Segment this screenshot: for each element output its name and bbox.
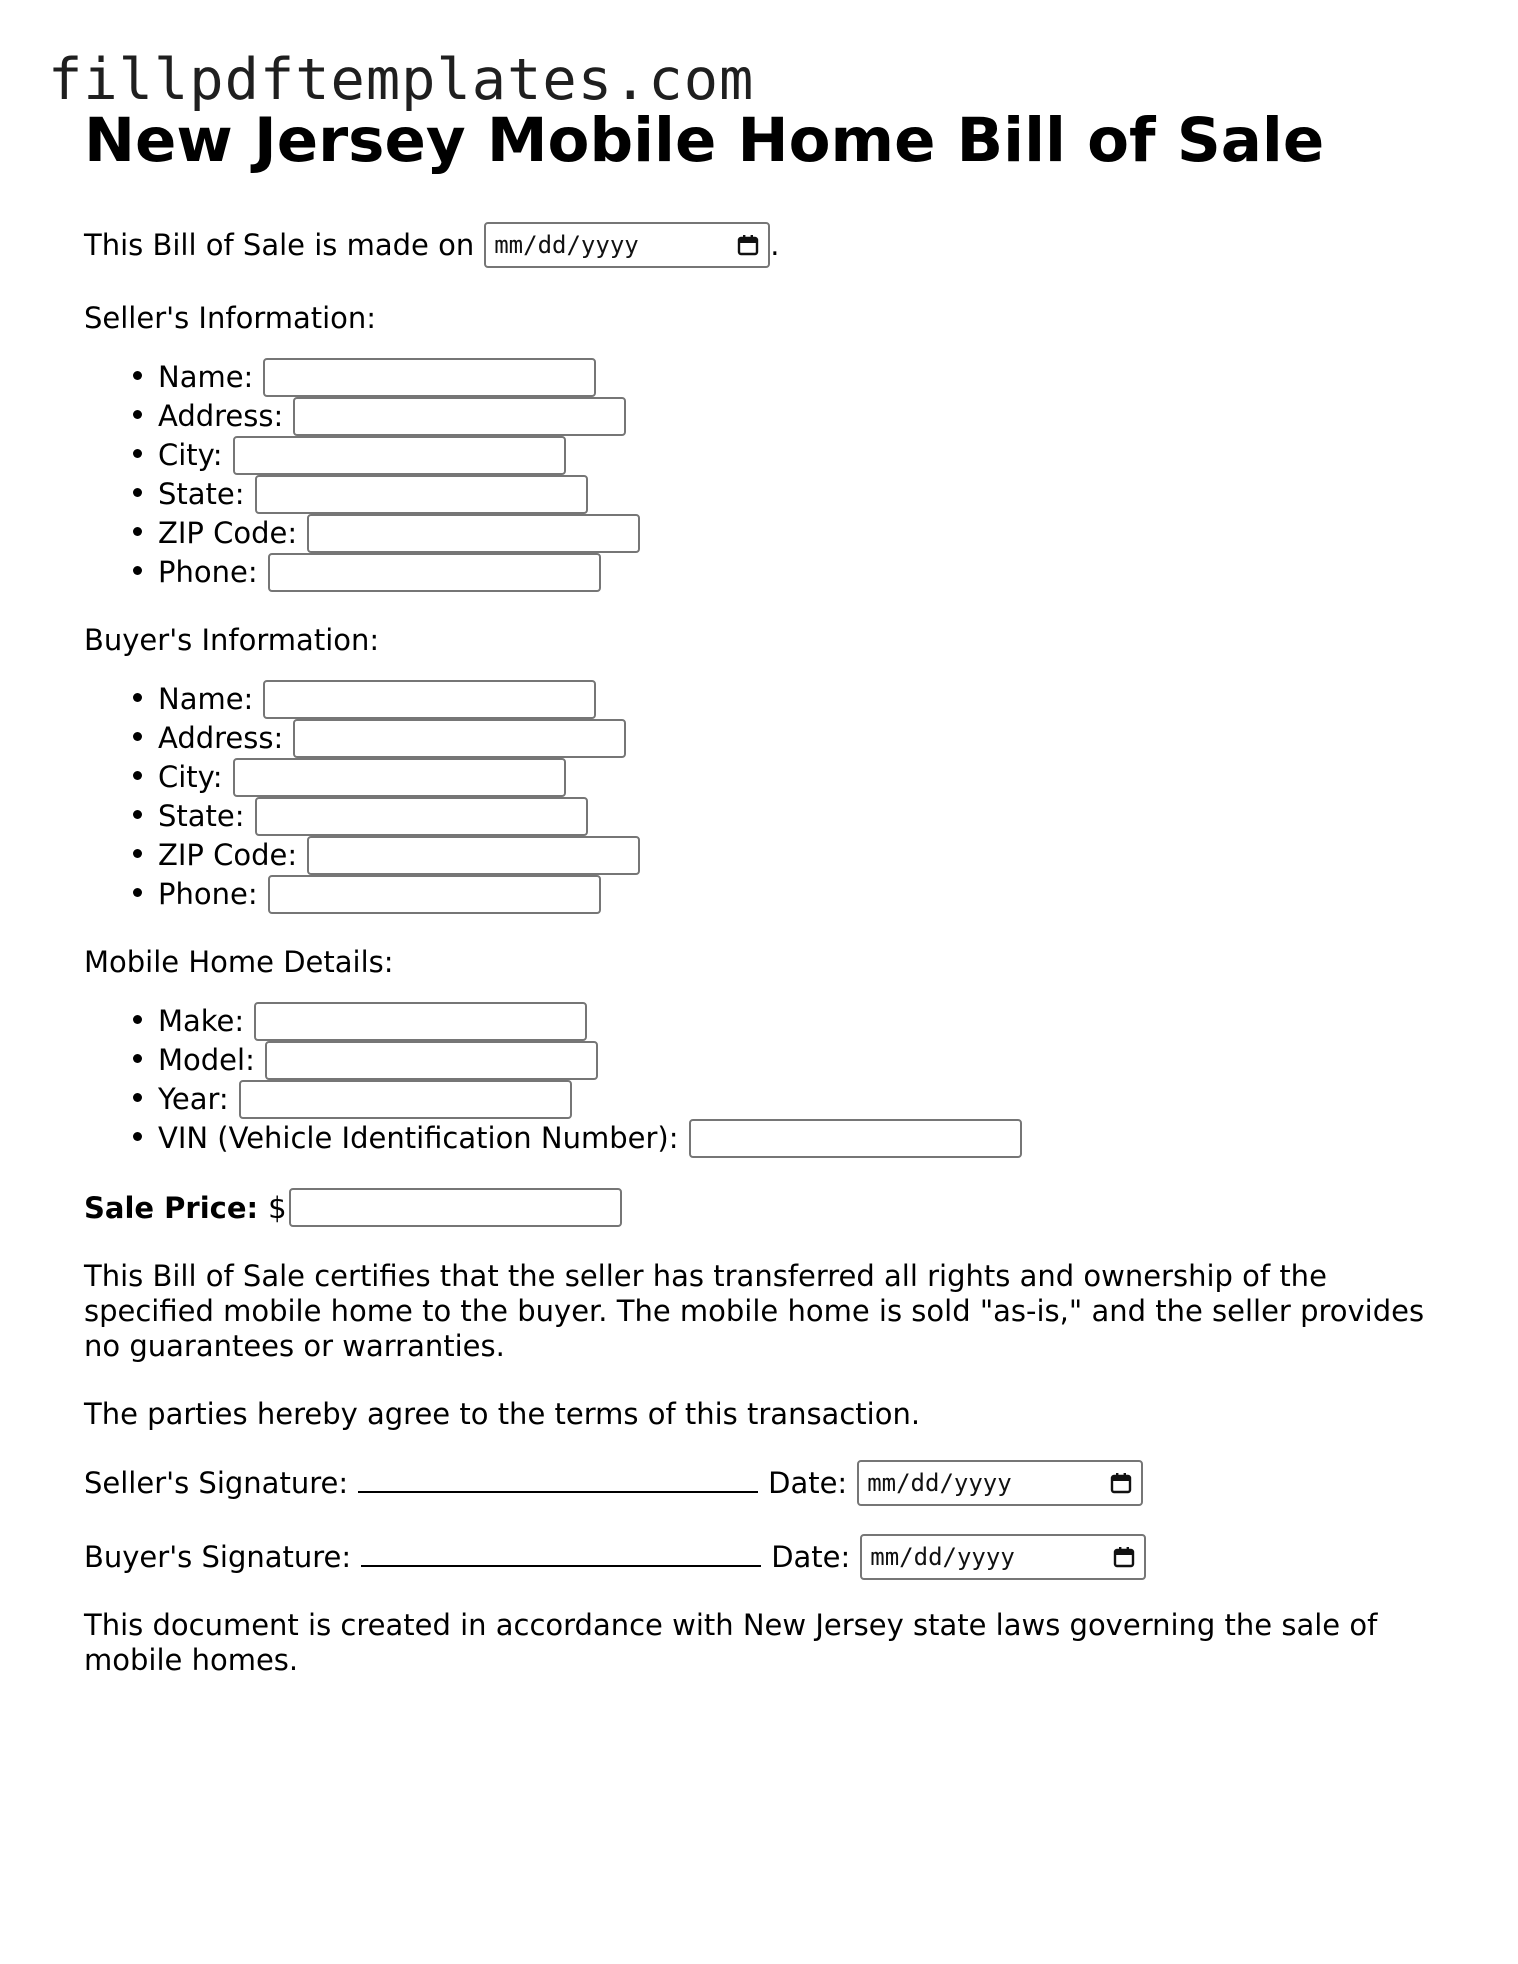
field-label: • ZIP Code:	[158, 515, 298, 550]
sale-date-placeholder: mm/dd/yyyy	[494, 231, 639, 259]
seller-field-state	[158, 473, 1444, 512]
seller-signature-row	[84, 1460, 1444, 1506]
buyer-field-address	[158, 717, 1444, 756]
seller-fields	[84, 356, 1444, 590]
field-label: • State:	[158, 476, 245, 511]
buyer-heading: Buyer's Information:	[84, 623, 380, 657]
buyer-field-name	[158, 678, 1444, 717]
buyer-zip-input[interactable]	[307, 836, 640, 875]
seller-field-zip	[158, 512, 1444, 551]
make-input[interactable]	[254, 1002, 587, 1041]
intro-line	[84, 222, 1444, 268]
intro-suffix: .	[770, 228, 780, 262]
field-label: • State:	[158, 798, 245, 833]
field-label: • Model:	[158, 1042, 255, 1077]
seller-field-city	[158, 434, 1444, 473]
buyer-date-label: Date:	[771, 1540, 851, 1574]
buyer-field-phone	[158, 873, 1444, 912]
field-label: • Phone:	[158, 876, 258, 911]
sale-date-input[interactable]	[484, 222, 770, 268]
certification-paragraph: This Bill of Sale certifies that the seller has transferred all rights and ownership of the specified mobile home to the buyer. The mobile home is sold "as-is," and the seller provides no guarantees or warranties.	[84, 1259, 1425, 1363]
currency-symbol: $	[268, 1190, 287, 1225]
calendar-icon[interactable]	[1112, 1545, 1136, 1569]
seller-field-address	[158, 395, 1444, 434]
seller-field-name	[158, 356, 1444, 395]
footer-paragraph: This document is created in accordance with New Jersey state laws governing the sale of mobile homes.	[84, 1608, 1378, 1677]
calendar-icon[interactable]	[736, 233, 760, 257]
mobile-home-fields	[84, 1000, 1444, 1156]
buyer-signature-row	[84, 1534, 1444, 1580]
buyer-field-state	[158, 795, 1444, 834]
mobile-home-field-make	[158, 1000, 1444, 1039]
field-label: • VIN (Vehicle Identification Number):	[158, 1120, 679, 1155]
field-label: • Phone:	[158, 554, 258, 589]
sale-price-input[interactable]	[289, 1188, 622, 1227]
agreement-paragraph: The parties hereby agree to the terms of this transaction.	[84, 1397, 921, 1431]
seller-date-input[interactable]	[857, 1460, 1143, 1506]
mobile-home-field-year	[158, 1078, 1444, 1117]
buyer-date-input[interactable]	[860, 1534, 1146, 1580]
seller-signature-label: Seller's Signature:	[84, 1466, 349, 1500]
intro-prefix: This Bill of Sale is made on	[84, 228, 475, 262]
sale-price-line	[84, 1188, 1444, 1227]
buyer-date-placeholder: mm/dd/yyyy	[870, 1543, 1015, 1571]
mobile-home-field-model	[158, 1039, 1444, 1078]
seller-city-input[interactable]	[233, 436, 566, 475]
buyer-signature-label: Buyer's Signature:	[84, 1540, 352, 1574]
field-label: • City:	[158, 759, 223, 794]
field-label: • Address:	[158, 398, 284, 433]
field-label: • Name:	[158, 681, 254, 716]
seller-signature-line[interactable]	[358, 1491, 758, 1493]
field-label: • Year:	[158, 1081, 229, 1116]
watermark: fillpdftemplates.com	[48, 47, 755, 113]
seller-heading: Seller's Information:	[84, 301, 377, 335]
buyer-city-input[interactable]	[233, 758, 566, 797]
buyer-fields	[84, 678, 1444, 912]
buyer-address-input[interactable]	[293, 719, 626, 758]
field-label: • Name:	[158, 359, 254, 394]
model-input[interactable]	[265, 1041, 598, 1080]
field-label: • City:	[158, 437, 223, 472]
seller-name-input[interactable]	[263, 358, 596, 397]
sale-price-label: Sale Price:	[84, 1190, 259, 1225]
field-label: • Make:	[158, 1003, 245, 1038]
page-title: New Jersey Mobile Home Bill of Sale	[84, 105, 1325, 176]
mobile-home-heading: Mobile Home Details:	[84, 945, 394, 979]
seller-state-input[interactable]	[255, 475, 588, 514]
seller-phone-input[interactable]	[268, 553, 601, 592]
bill-of-sale-document	[84, 100, 1444, 1678]
buyer-phone-input[interactable]	[268, 875, 601, 914]
field-label: • ZIP Code:	[158, 837, 298, 872]
seller-zip-input[interactable]	[307, 514, 640, 553]
seller-date-placeholder: mm/dd/yyyy	[867, 1469, 1012, 1497]
seller-date-label: Date:	[768, 1466, 848, 1500]
buyer-field-zip	[158, 834, 1444, 873]
year-input[interactable]	[239, 1080, 572, 1119]
buyer-field-city	[158, 756, 1444, 795]
buyer-signature-line[interactable]	[361, 1565, 761, 1567]
vin-input[interactable]	[689, 1119, 1022, 1158]
field-label: • Address:	[158, 720, 284, 755]
buyer-state-input[interactable]	[255, 797, 588, 836]
seller-field-phone	[158, 551, 1444, 590]
buyer-name-input[interactable]	[263, 680, 596, 719]
mobile-home-field-vin	[158, 1117, 1444, 1156]
calendar-icon[interactable]	[1109, 1471, 1133, 1495]
seller-address-input[interactable]	[293, 397, 626, 436]
